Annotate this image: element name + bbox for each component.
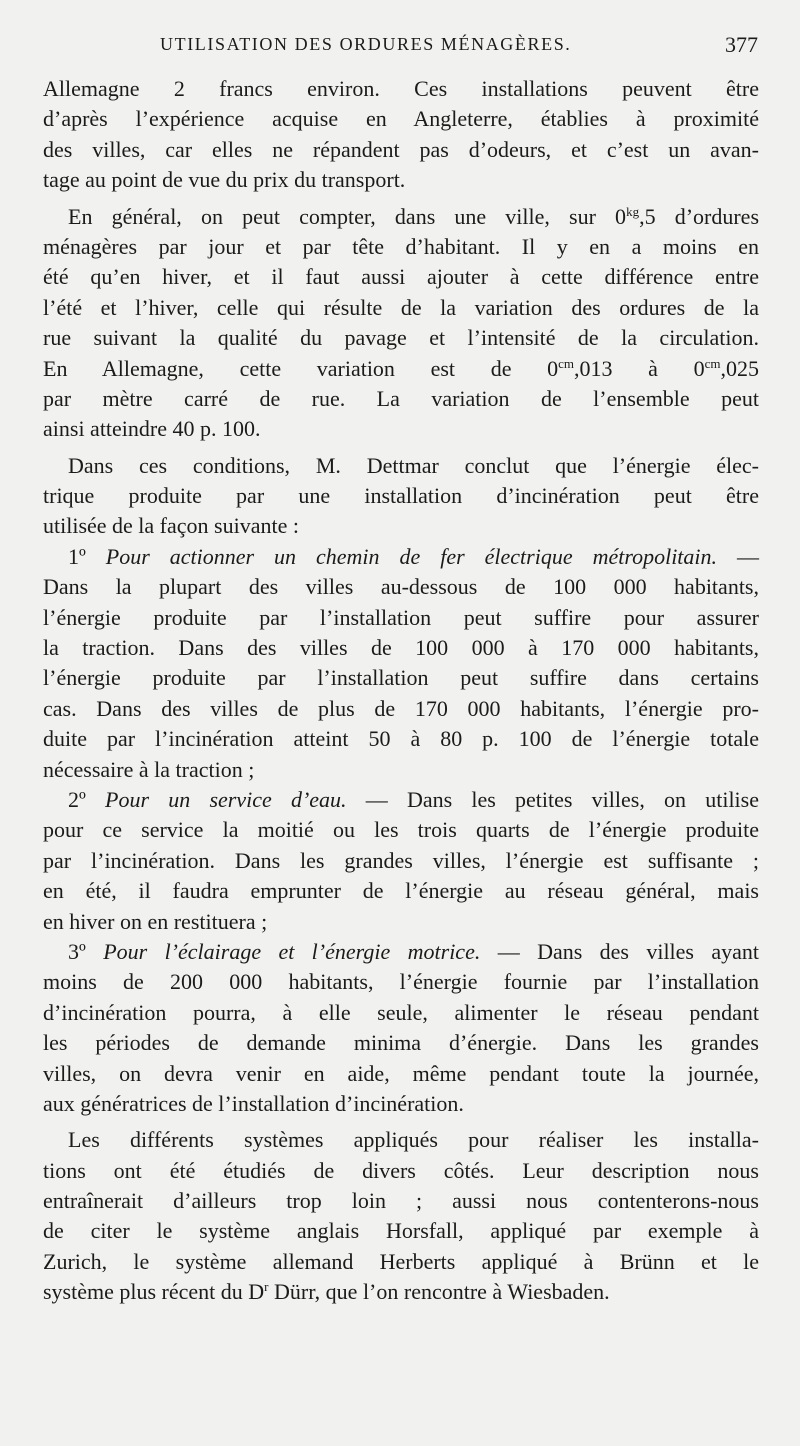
numbered-item-heading: 2º Pour un service d’eau. — Dans les petites villes, on utilise (68, 786, 759, 812)
text-line: utilisée de la façon suivante : (43, 513, 299, 539)
item-number: 3º (68, 938, 86, 964)
text-line: Allemagne 2 francs environ. Ces installations peuvent être (43, 76, 759, 101)
text-line: nécessaire à la traction ; (43, 756, 255, 782)
text-line: d’incinération pourra, à elle seule, alimenter le réseau pendant (43, 999, 759, 1025)
superscript-abbrev: r (264, 1279, 269, 1295)
text-line: des villes, car elles ne répandent pas d’odeurs, et c’est un avan- (43, 136, 759, 162)
text-line: d’après l’expérience acquise en Angleterre, établies à proximité (43, 106, 759, 132)
page-number: 377 (725, 32, 758, 57)
text-line: ménagères par jour et par tête d’habitant. Il y en a moins en (43, 233, 759, 259)
text-line: système plus récent du $D^r$ Dürr, que l’on rencontre à Wiesbaden. (43, 1279, 610, 1305)
item-number: 2º (68, 786, 86, 812)
superscript-unit: kg (626, 203, 640, 219)
text-line: en hiver on en restituera ; (43, 908, 268, 934)
text-line: par mètre carré de rue. La variation de l’ensemble peut (43, 385, 759, 411)
text-line: Dans ces conditions, M. Dettmar conclut que l’énergie élec- (68, 452, 759, 478)
text-line: trique produite par une installation d’incinération peut être (43, 483, 759, 509)
text-line: l’été et l’hiver, celle qui résulte de la variation des ordures de la (43, 294, 759, 320)
body-text (43, 74, 759, 1308)
running-title: UTILISATION DES ORDURES MÉNAGÈRES. (160, 34, 572, 54)
text-line: l’énergie produite par l’installation peut suffire pour assurer (43, 604, 759, 630)
text-line: en été, il faudra emprunter de l’énergie au réseau général, mais (43, 878, 759, 904)
text-line: cas. Dans des villes de plus de 170 000 habitants, l’énergie pro- (43, 695, 759, 721)
text-line: duite par l’incinération atteint 50 à 80 p. 100 de l’énergie totale (43, 726, 759, 752)
text-line: Zurich, le système allemand Herberts appliqué à Brünn et le (43, 1248, 759, 1274)
item-title: Pour l’éclairage et l’énergie motrice. (103, 938, 481, 964)
text-line: de citer le système anglais Horsfall, appliqué par exemple à (43, 1218, 759, 1244)
text-line: pour ce service la moitié ou les trois quarts de l’énergie produite (43, 817, 759, 843)
text-line: villes, on devra venir en aide, même pendant toute la journée, (43, 1060, 759, 1086)
numbered-item-heading: 1º Pour actionner un chemin de fer électrique métropolitain. — (68, 543, 759, 569)
text-line: aux génératrices de l’installation d’incinération. (43, 1090, 464, 1116)
text-line: rue suivant la qualité du pavage et l’intensité de la circulation. (43, 325, 759, 351)
text-line: tions ont été étudiés de divers côtés. Leur description nous (43, 1157, 759, 1183)
text-line: par l’incinération. Dans les grandes villes, l’énergie est suffisante ; (43, 847, 759, 873)
text-line: moins de 200 000 habitants, l’énergie fournie par l’installation (43, 969, 759, 995)
text-line: été qu’en hiver, et il faut aussi ajouter à cette différence entre (43, 264, 759, 290)
text-line: Dans la plupart des villes au-dessous de 100 000 habitants, (43, 574, 759, 600)
page-header (40, 30, 760, 66)
item-title: Pour un service d’eau. (105, 786, 347, 812)
text-line: En Allemagne, cette variation est de $0^{cm},013$ à $0^{cm},025$ (43, 355, 759, 381)
text-line: la traction. Dans des villes de 100 000 à 170 000 habitants, (43, 635, 759, 661)
item-number: 1º (68, 543, 86, 569)
text-line: entraînerait d’ailleurs trop loin ; aussi nous contenterons-nous (43, 1188, 759, 1214)
text-line: l’énergie produite par l’installation peut suffire dans certains (43, 665, 759, 691)
superscript-unit: cm (704, 355, 721, 371)
item-title: Pour actionner un chemin de fer électrique métropolitain. (105, 543, 718, 569)
text-line: tage au point de vue du prix du transport. (43, 167, 406, 193)
text-line: les périodes de demande minima d’énergie. Dans les grandes (43, 1030, 759, 1056)
text-line: ainsi atteindre 40 p. 100. (43, 416, 261, 442)
text-line: En général, on peut compter, dans une ville, sur $0^{kg},5$ d’ordures (68, 203, 760, 229)
numbered-item-heading: 3º Pour l’éclairage et l’énergie motrice. — Dans des villes ayant (68, 938, 759, 964)
text-line: Les différents systèmes appliqués pour réaliser les installa- (68, 1127, 759, 1153)
superscript-unit: cm (558, 355, 575, 371)
